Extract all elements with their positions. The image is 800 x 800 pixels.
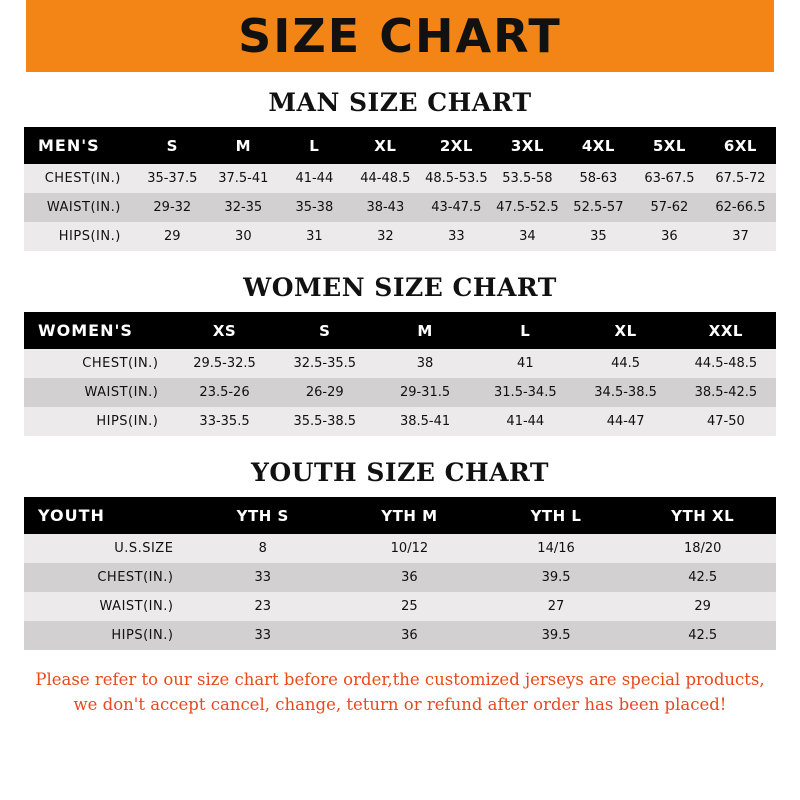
content	[0, 88, 800, 718]
header-band	[0, 0, 800, 72]
youth-col-header-2: YTH M	[336, 497, 483, 534]
man-row-label-0: CHEST(IN.)	[24, 164, 137, 193]
man-cell-2-7: 36	[634, 222, 705, 251]
man-cell-1-5: 47.5-52.5	[492, 193, 563, 222]
man-col-header-3: L	[279, 127, 350, 164]
women-cell-0-3: 41	[475, 349, 575, 378]
man-row-label-2: HIPS(IN.)	[24, 222, 137, 251]
man-col-header-4: XL	[350, 127, 421, 164]
table-row	[24, 193, 776, 222]
women-cell-1-2: 29-31.5	[375, 378, 475, 407]
youth-cell-2-0: 23	[189, 592, 336, 621]
table-row	[24, 592, 776, 621]
table-row	[24, 378, 776, 407]
youth-row-label-0: U.S.SIZE	[24, 534, 189, 563]
man-row-label-1: WAIST(IN.)	[24, 193, 137, 222]
women-table-body	[24, 349, 776, 436]
table-header-row	[24, 497, 776, 534]
women-cell-0-1: 32.5-35.5	[275, 349, 375, 378]
youth-cell-1-2: 39.5	[483, 563, 630, 592]
table-row	[24, 222, 776, 251]
table-row	[24, 407, 776, 436]
youth-cell-1-3: 42.5	[629, 563, 776, 592]
women-table-head	[24, 312, 776, 349]
table-row	[24, 563, 776, 592]
women-col-header-1: XS	[174, 312, 274, 349]
women-row-label-2: HIPS(IN.)	[24, 407, 174, 436]
header-right-spacer	[774, 0, 800, 72]
youth-size-table	[24, 497, 776, 650]
women-cell-2-3: 41-44	[475, 407, 575, 436]
youth-section-title: YOUTH SIZE CHART	[251, 458, 549, 487]
man-col-header-6: 3XL	[492, 127, 563, 164]
man-cell-2-0: 29	[137, 222, 208, 251]
women-row-label-0: CHEST(IN.)	[24, 349, 174, 378]
youth-cell-2-3: 29	[629, 592, 776, 621]
women-col-header-2: S	[275, 312, 375, 349]
women-cell-2-1: 35.5-38.5	[275, 407, 375, 436]
man-cell-2-3: 32	[350, 222, 421, 251]
table-header-row	[24, 127, 776, 164]
women-cell-1-0: 23.5-26	[174, 378, 274, 407]
women-cell-0-4: 44.5	[575, 349, 675, 378]
youth-cell-0-2: 14/16	[483, 534, 630, 563]
header-left-spacer	[0, 0, 26, 72]
women-cell-1-4: 34.5-38.5	[575, 378, 675, 407]
man-cell-2-1: 30	[208, 222, 279, 251]
women-cell-1-1: 26-29	[275, 378, 375, 407]
women-section-title: WOMEN SIZE CHART	[243, 273, 557, 302]
women-cell-0-2: 38	[375, 349, 475, 378]
man-size-table	[24, 127, 776, 251]
women-cell-0-5: 44.5-48.5	[676, 349, 776, 378]
youth-cell-3-3: 42.5	[629, 621, 776, 650]
women-col-header-4: L	[475, 312, 575, 349]
women-cell-2-4: 44-47	[575, 407, 675, 436]
man-cell-0-7: 63-67.5	[634, 164, 705, 193]
youth-row-label-2: WAIST(IN.)	[24, 592, 189, 621]
footer-note	[24, 668, 776, 718]
man-cell-0-3: 44-48.5	[350, 164, 421, 193]
table-header-row	[24, 312, 776, 349]
women-col-header-5: XL	[575, 312, 675, 349]
page-title: SIZE CHART	[238, 9, 562, 63]
youth-table-head	[24, 497, 776, 534]
youth-cell-1-0: 33	[189, 563, 336, 592]
man-cell-1-2: 35-38	[279, 193, 350, 222]
youth-cell-1-1: 36	[336, 563, 483, 592]
youth-cell-2-1: 25	[336, 592, 483, 621]
man-cell-1-7: 57-62	[634, 193, 705, 222]
man-cell-2-2: 31	[279, 222, 350, 251]
man-cell-1-8: 62-66.5	[705, 193, 776, 222]
youth-col-header-3: YTH L	[483, 497, 630, 534]
youth-row-label-3: HIPS(IN.)	[24, 621, 189, 650]
man-cell-1-1: 32-35	[208, 193, 279, 222]
man-cell-0-5: 53.5-58	[492, 164, 563, 193]
man-col-header-0: MEN'S	[24, 127, 137, 164]
man-table-body	[24, 164, 776, 251]
man-cell-2-5: 34	[492, 222, 563, 251]
man-cell-1-0: 29-32	[137, 193, 208, 222]
man-col-header-1: S	[137, 127, 208, 164]
man-cell-1-4: 43-47.5	[421, 193, 492, 222]
footer-note-line-1: Please refer to our size chart before order,the customized jerseys are special products,	[35, 670, 765, 689]
footer-note-line-2: we don't accept cancel, change, teturn or refund after order has been placed!	[73, 694, 727, 714]
youth-cell-0-3: 18/20	[629, 534, 776, 563]
women-row-label-1: WAIST(IN.)	[24, 378, 174, 407]
women-cell-1-5: 38.5-42.5	[676, 378, 776, 407]
women-size-table	[24, 312, 776, 436]
youth-col-header-4: YTH XL	[629, 497, 776, 534]
youth-cell-2-2: 27	[483, 592, 630, 621]
man-cell-0-0: 35-37.5	[137, 164, 208, 193]
women-cell-2-2: 38.5-41	[375, 407, 475, 436]
table-row	[24, 164, 776, 193]
man-cell-1-3: 38-43	[350, 193, 421, 222]
man-cell-0-2: 41-44	[279, 164, 350, 193]
man-cell-0-1: 37.5-41	[208, 164, 279, 193]
man-cell-1-6: 52.5-57	[563, 193, 634, 222]
man-cell-2-4: 33	[421, 222, 492, 251]
youth-cell-0-0: 8	[189, 534, 336, 563]
man-cell-0-4: 48.5-53.5	[421, 164, 492, 193]
women-col-header-3: M	[375, 312, 475, 349]
man-section-title: MAN SIZE CHART	[268, 88, 532, 117]
man-cell-0-8: 67.5-72	[705, 164, 776, 193]
women-cell-2-0: 33-35.5	[174, 407, 274, 436]
youth-col-header-1: YTH S	[189, 497, 336, 534]
women-col-header-6: XXL	[676, 312, 776, 349]
youth-cell-3-1: 36	[336, 621, 483, 650]
women-cell-2-5: 47-50	[676, 407, 776, 436]
youth-cell-3-0: 33	[189, 621, 336, 650]
table-row	[24, 349, 776, 378]
women-cell-0-0: 29.5-32.5	[174, 349, 274, 378]
man-col-header-7: 4XL	[563, 127, 634, 164]
youth-row-label-1: CHEST(IN.)	[24, 563, 189, 592]
man-col-header-8: 5XL	[634, 127, 705, 164]
women-col-header-0: WOMEN'S	[24, 312, 174, 349]
man-col-header-2: M	[208, 127, 279, 164]
table-row	[24, 621, 776, 650]
youth-table-body	[24, 534, 776, 650]
youth-col-header-0: YOUTH	[24, 497, 189, 534]
youth-cell-0-1: 10/12	[336, 534, 483, 563]
man-col-header-5: 2XL	[421, 127, 492, 164]
man-cell-2-8: 37	[705, 222, 776, 251]
man-table-head	[24, 127, 776, 164]
man-col-header-9: 6XL	[705, 127, 776, 164]
youth-cell-3-2: 39.5	[483, 621, 630, 650]
man-cell-0-6: 58-63	[563, 164, 634, 193]
table-row	[24, 534, 776, 563]
women-cell-1-3: 31.5-34.5	[475, 378, 575, 407]
man-cell-2-6: 35	[563, 222, 634, 251]
